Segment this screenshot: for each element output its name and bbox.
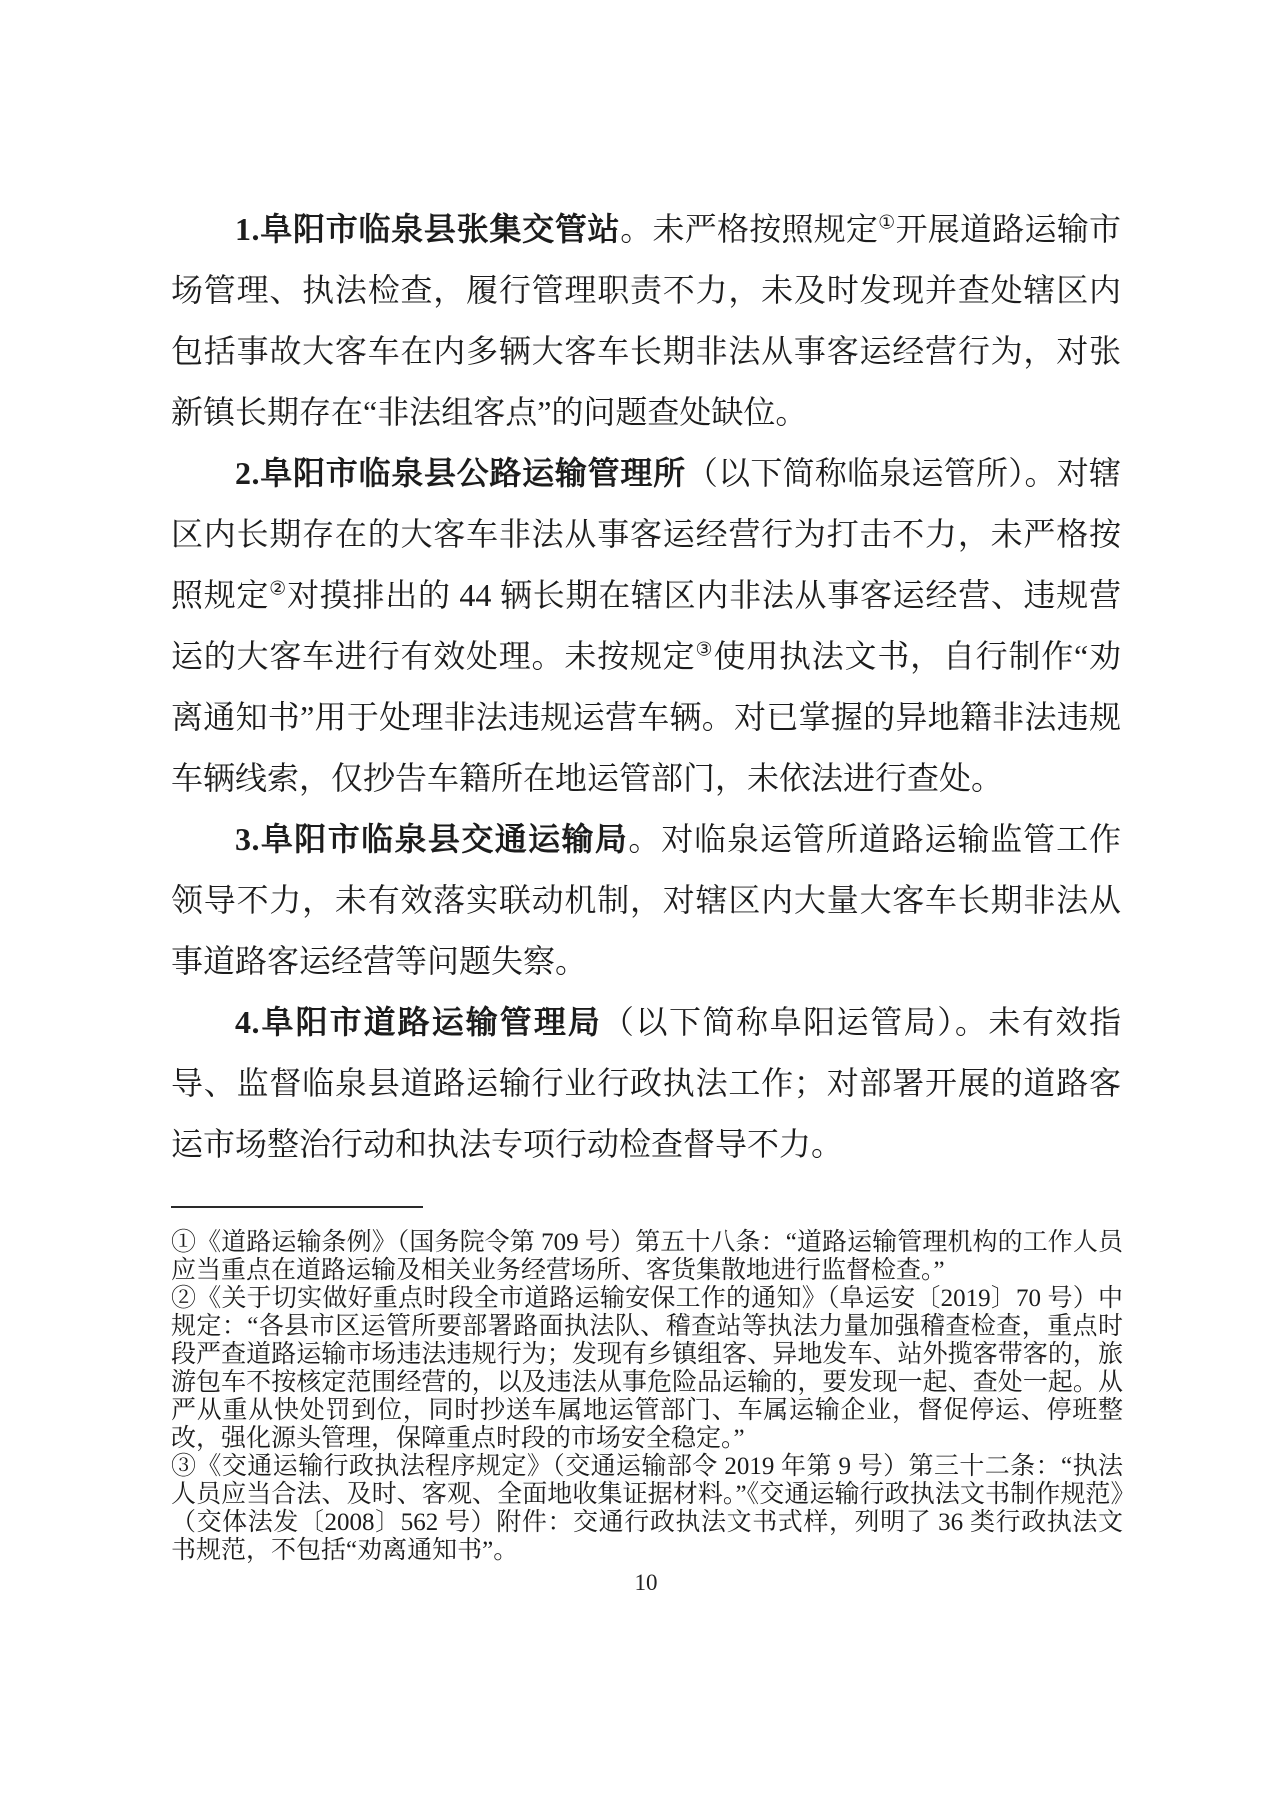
- paragraph-2-text: 对摸排出的 44 辆长期在辖区内非法从事客运经营、违规营运的大客车进行有效处理。未按规定: [171, 577, 1121, 674]
- footnote-ref-3: ③: [695, 639, 714, 661]
- paragraph-1-text: 。未严格按照规定: [620, 211, 879, 247]
- body-paragraph-1: [171, 199, 1121, 443]
- body-paragraph-4: [171, 992, 1121, 1175]
- page-number: 10: [634, 1570, 658, 1595]
- paragraph-3-text: 。对临泉运管所道路运输监管工作领导不力，未有效落实联动机制，对辖区内大量大客车长期非法从事道路客运经营等问题失察。: [171, 821, 1121, 979]
- paragraph-2-text: 使用执法文书，自行制作“劝离通知书”用于处理非法违规运营车辆。对已掌握的异地籍非法违规车辆线索，仅抄告车籍所在地运管部门，未依法进行查处。: [171, 638, 1121, 796]
- footnote-3: ③《交通运输行政执法程序规定》（交通运输部令 2019 年第 9 号）第三十二条：“执法人员应当合法、及时、客观、全面地收集证据材料。”《交通运输行政执法文书制作规范》（交体法发〔2008〕562 号）附件：交通行政执法文书式样，列明了 36 类行政执法文书规范，不包括“劝离通知书”。: [171, 1453, 1123, 1564]
- footnote-ref-2: ②: [269, 578, 288, 600]
- paragraph-4-heading: 4.阜阳市道路运输管理局: [235, 1004, 602, 1040]
- footnote-1: ①《道路运输条例》（国务院令第 709 号）第五十八条：“道路运输管理机构的工作人员应当重点在道路运输及相关业务经营场所、客货集散地进行监督检查。”: [171, 1229, 1123, 1284]
- paragraph-2-text: （以下简称临泉运管所）。对辖区内长期存在的大客车非法从事客运经营行为打击不力，未严格按照规定: [171, 455, 1121, 613]
- document-body: [171, 199, 1121, 1175]
- paragraph-4-text: （以下简称阜阳运管局）。未有效指导、监督临泉县道路运输行业行政执法工作；对部署开展的道路客运市场整治行动和执法专项行动检查督导不力。: [171, 1004, 1121, 1162]
- body-paragraph-3: [171, 809, 1121, 992]
- paragraph-2-heading: 2.阜阳市临泉县公路运输管理所: [235, 455, 686, 491]
- footnote-separator: [171, 1206, 423, 1208]
- paragraph-3-heading: 3.阜阳市临泉县交通运输局: [235, 821, 629, 857]
- footnote-ref-1: ①: [878, 212, 896, 234]
- paragraph-1-text: 开展道路运输市场管理、执法检查，履行管理职责不力，未及时发现并查处辖区内包括事故大客车在内多辆大客车长期非法从事客运经营行为，对张新镇长期存在“非法组客点”的问题查处缺位。: [171, 211, 1121, 430]
- footnotes-section: [171, 1229, 1123, 1565]
- body-paragraph-2: [171, 443, 1121, 809]
- footnote-2: ②《关于切实做好重点时段全市道路运输安保工作的通知》（阜运安〔2019〕70 号）中规定：“各县市区运管所要部署路面执法队、稽查站等执法力量加强稽查检查，重点时段严查道路运输市场违法违规行为；发现有乡镇组客、异地发车、站外揽客带客的，旅游包车不按核定范围经营的，以及违法从事危险品运输的，要发现一起、查处一起。从严从重从快处罚到位，同时抄送车属地运管部门、车属运输企业，督促停运、停班整改，强化源头管理，保障重点时段的市场安全稳定。”: [171, 1285, 1123, 1452]
- paragraph-1-heading: 1.阜阳市临泉县张集交管站: [235, 211, 621, 247]
